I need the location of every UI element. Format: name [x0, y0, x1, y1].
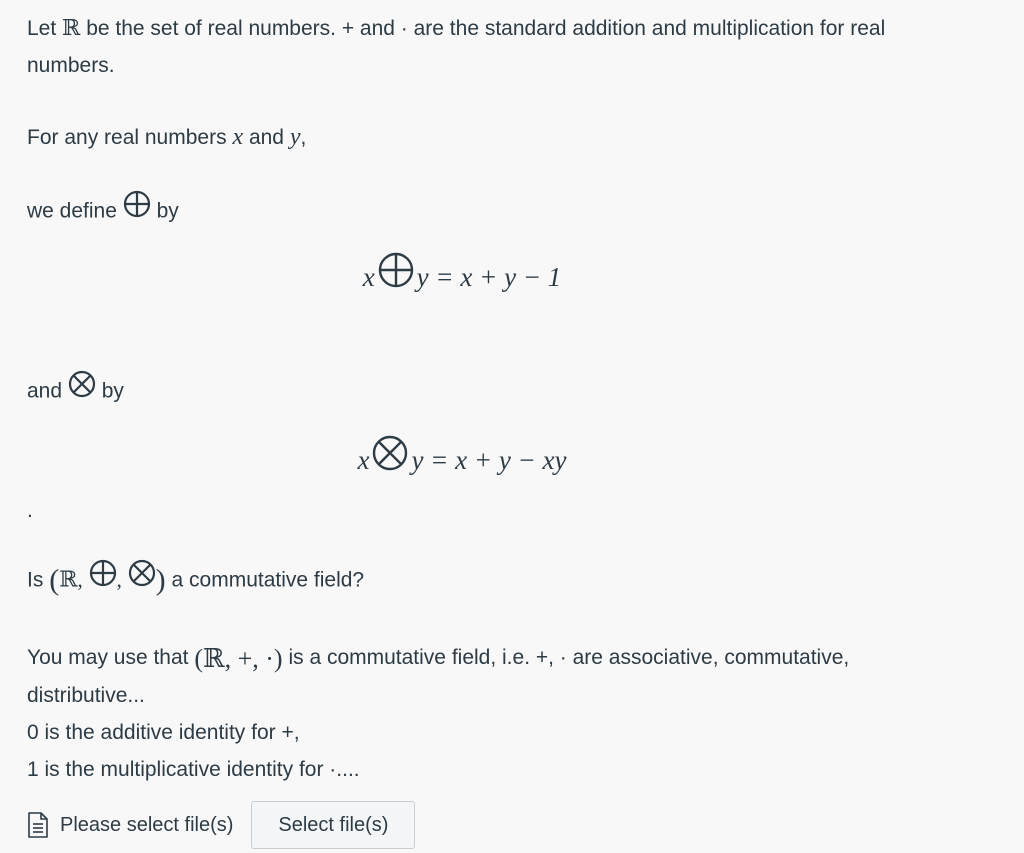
- for-any-line: [27, 119, 1012, 156]
- for-any-prefix: For any real numbers: [27, 126, 227, 149]
- question-close-paren: ): [155, 563, 166, 597]
- intro-text-line2: numbers.: [27, 54, 115, 77]
- define-otimes-line: [27, 372, 1012, 412]
- file-upload-row: [27, 801, 415, 849]
- hint-tuple: (ℝ, +, ·): [194, 644, 283, 673]
- define-otimes-suffix: by: [101, 379, 124, 403]
- otimes-icon: [372, 435, 408, 487]
- hint-text-line2: distributive...: [27, 684, 145, 707]
- define-otimes-prefix: and: [27, 379, 63, 403]
- define-oplus-line: [27, 192, 1012, 232]
- for-any-suffix: ,: [300, 126, 307, 149]
- question-comma-1: ,: [77, 567, 83, 592]
- select-files-button[interactable]: Select file(s): [251, 801, 415, 849]
- otimes-icon: [68, 370, 96, 410]
- equation-otimes: [27, 435, 897, 485]
- hint-paragraph: [27, 639, 1012, 788]
- hint-multiplicative-identity: 1 is the multiplicative identity for ·....: [27, 758, 360, 781]
- intro-paragraph: [27, 10, 1012, 84]
- upload-status-label: Please select file(s): [60, 813, 234, 836]
- file-icon: [27, 812, 49, 838]
- question-comma-2: ,: [116, 567, 122, 592]
- eq-otimes-rhs: = x + y − xy: [430, 445, 567, 475]
- question-prefix: Is: [27, 568, 44, 592]
- question-line: [27, 561, 1012, 601]
- define-oplus-prefix: we define: [27, 199, 117, 223]
- intro-let: Let: [27, 17, 57, 40]
- define-oplus-suffix: by: [156, 199, 179, 223]
- question-body: [27, 10, 1012, 788]
- question-reals-symbol: ℝ: [59, 567, 78, 593]
- eq-oplus-y: y: [416, 262, 429, 292]
- for-any-and: and: [248, 126, 284, 149]
- var-x: x: [232, 124, 244, 150]
- var-y: y: [289, 124, 301, 150]
- hint-prefix: You may use that: [27, 646, 189, 669]
- lone-dot: .: [27, 499, 33, 522]
- question-open-paren: (: [49, 563, 60, 597]
- otimes-icon: [128, 559, 156, 599]
- oplus-icon: [89, 559, 117, 599]
- intro-text-line1: be the set of real numbers. + and · are the standard addition and multiplication for real: [86, 17, 886, 40]
- reals-symbol: ℝ: [62, 16, 81, 41]
- oplus-icon: [123, 190, 151, 230]
- equation-oplus: [27, 252, 897, 302]
- eq-oplus-rhs: = x + y − 1: [435, 262, 562, 292]
- hint-text-line1: is a commutative field, i.e. +, · are associative, commutative,: [288, 646, 850, 669]
- eq-oplus-x: x: [362, 262, 375, 292]
- oplus-icon: [378, 252, 414, 304]
- question-suffix: a commutative field?: [171, 568, 365, 592]
- hint-additive-identity: 0 is the additive identity for +,: [27, 721, 300, 744]
- eq-otimes-x: x: [357, 445, 370, 475]
- eq-otimes-y: y: [411, 445, 424, 475]
